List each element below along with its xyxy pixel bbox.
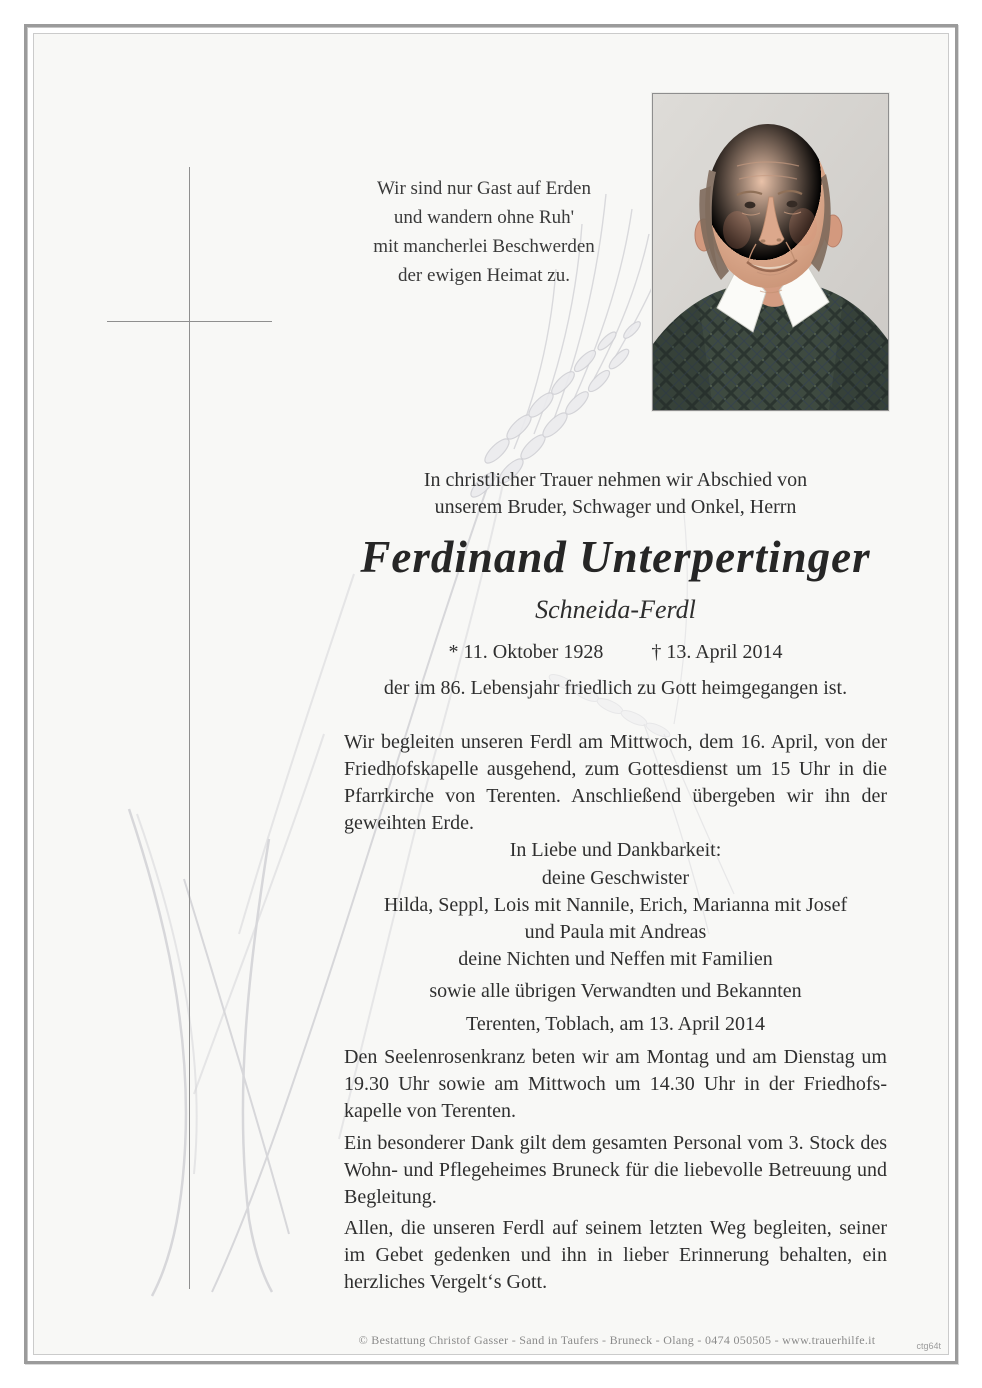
thanks-paragraph: Ein besonderer Dank gilt dem gesamten Personal vom 3. Stock des Wohn- und Pflegeheimes Bruneck für die liebevolle Betreuung und Begleitung.	[344, 1132, 887, 1208]
mourners-group: deine Geschwister	[541, 867, 690, 889]
main-text-column	[344, 467, 887, 1296]
cross-horizontal-line	[107, 321, 272, 322]
closing-paragraph: Allen, die unseren Ferdl auf seinem letzten Weg begleiten, seiner im Gebet gedenken und ihn in lieber Erinnerung behalten, ein herzliches Vergelt‘s Gott.	[344, 1217, 887, 1293]
cross-vertical-line	[189, 167, 190, 1289]
death-date: † 13. April 2014	[651, 641, 783, 663]
poem-line: der ewigen Heimat zu.	[398, 265, 570, 286]
poem-line: mit mancherlei Beschwerden	[373, 236, 595, 257]
age-line: der im 86. Lebensjahr friedlich zu Gott heimgegangen ist.	[383, 677, 848, 699]
print-code: ctg64t	[916, 1341, 941, 1351]
life-dates	[344, 639, 887, 666]
deceased-nickname: Schneida-Ferdl	[535, 595, 696, 624]
portrait-illustration	[653, 94, 888, 410]
poem-line: Wir sind nur Gast auf Erden	[377, 178, 591, 199]
footer-imprint: © Bestattung Christof Gasser - Sand in Taufers - Bruneck - Olang - 0474 050505 - www.trauerhilfe.it	[358, 1333, 876, 1347]
gratitude-heading: In Liebe und Dankbarkeit:	[509, 839, 722, 861]
birth-date: * 11. Oktober 1928	[448, 641, 604, 663]
place-date-line: Terenten, Toblach, am 13. April 2014	[466, 1013, 765, 1035]
relatives-line: sowie alle übrigen Verwandten und Bekannten	[429, 980, 802, 1002]
intro-line: In christlicher Trauer nehmen wir Abschied von	[423, 469, 808, 491]
deceased-name: Ferdinand Unterpertinger	[360, 532, 871, 582]
intro-line: unserem Bruder, Schwager und Onkel, Herrn	[434, 496, 797, 518]
poem-line: und wandern ohne Ruh'	[393, 207, 575, 228]
nieces-line: deine Nichten und Neffen mit Familien	[458, 948, 773, 970]
poem	[324, 174, 644, 290]
funeral-paragraph: Wir begleiten unseren Ferdl am Mittwoch, dem 16. April, von der Friedhofskapelle ausgehend, zum Gottesdienst um 15 Uhr in die Pfarrkirche von Terenten. Anschließend übergeben wir ihn der geweihten Erde.	[344, 731, 887, 834]
rosary-paragraph: Den Seelenrosenkranz beten wir am Montag und am Dienstag um 19.30 Uhr sowie am Mittwoch um 14.30 Uhr in der Friedhofskapelle von Terenten.	[344, 1046, 887, 1122]
mourners-names-line: und Paula mit Andreas	[524, 921, 707, 943]
mourners-names-line: Hilda, Seppl, Lois mit Nannile, Erich, Marianna mit Josef	[383, 894, 848, 916]
outer-frame-border	[24, 24, 958, 1364]
inner-frame-border	[33, 33, 949, 1355]
portrait-photo	[652, 93, 889, 411]
